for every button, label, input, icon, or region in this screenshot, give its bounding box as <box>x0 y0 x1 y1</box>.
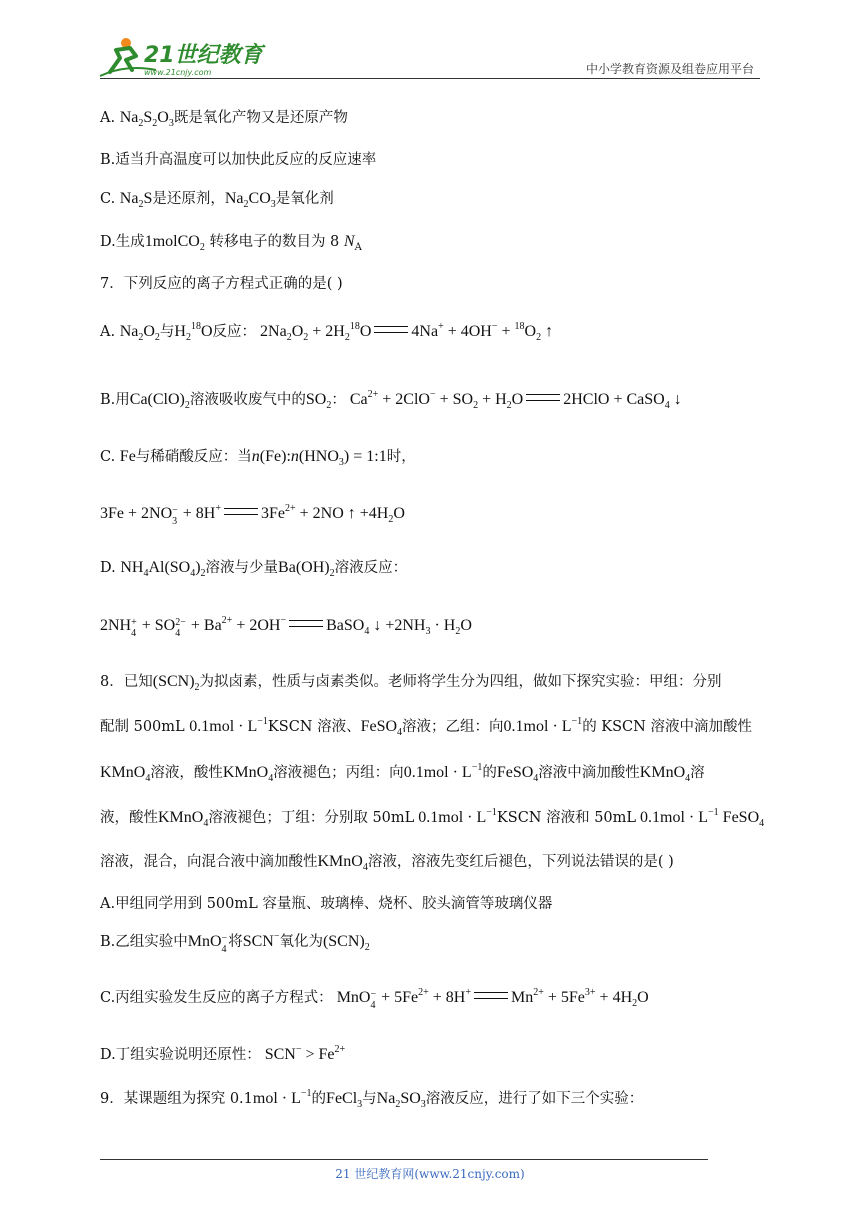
logo-url: www.21cnjy.com <box>144 68 212 77</box>
q8-stem-line-3: KMnO$_4$溶液，酸性KMnO$_4$溶液褪色；丙组：向$0.1mol \cdot L^{-1}$的FeSO$_4$溶液中滴加酸性KMnO$_4$溶 <box>100 762 705 784</box>
q6-option-d: D.生成1molCO$_2$ 转移电子的数目为 8 $N_A$ <box>100 233 362 253</box>
q7-option-d-equation: 2NH + 4 + SO 2− 4 + $Ba^{2+} + 2OH^-$ BaSO$_4$ ↓ $+2NH_3 \cdot H_2O$ <box>100 615 472 639</box>
q7-option-a: A. $Na_2O_2$与$H_2^{18}O$反应： $2Na_2O_2 + 2H_2^{18}O$ $4Na^+ + 4OH^- + ^{18}O_2$ ↑ <box>100 321 554 343</box>
q6-option-c: C. $Na_2S$是还原剂，$Na_2CO_3$是氧化剂 <box>100 190 334 210</box>
q8-option-a: A.甲组同学用到 500mL 容量瓶、玻璃棒、烧杯、胶头滴管等玻璃仪器 <box>100 896 553 912</box>
q8-option-c: C.丙组实验发生反应的离子方程式： MnO − 4 + $5Fe^{2+} + 8H^+$ $Mn^{2+} + 5Fe^{3+} + 4H_2O$ <box>100 987 649 1011</box>
header-divider <box>100 78 760 79</box>
q7-option-c-equation: 3Fe + 2NO − 3 + 8H+ $3Fe^{2+} + 2NO$ ↑ $+4H_2O$ <box>100 503 405 527</box>
q6-option-a: A. $Na_2S_2O_3$既是氧化产物又是还原产物 <box>100 109 348 129</box>
logo-text: 21世纪教育 <box>144 43 263 68</box>
q8-stem-line-2: 配制 500mL $0.1mol \cdot L^{-1}KSCN$ 溶液、FeSO$_4$溶液；乙组：向$0.1mol \cdot L^{-1}$的 KSCN 溶液中滴加酸性 <box>100 716 752 738</box>
q8-stem-line-1: 8．已知$(SCN)_2$为拟卤素，性质与卤素类似。老师将学生分为四组，做如下探究实验：甲组：分别 <box>100 673 722 693</box>
footer-text: 21 世纪教育网(www.21cnjy.com) <box>335 1167 525 1181</box>
q9-stem: 9．某课题组为探究 $0.1mol \cdot L^{-1}$的FeCl$_3$与$Na_2SO_3$溶液反应，进行了如下三个实验： <box>100 1088 644 1110</box>
platform-name: 中小学教育资源及组卷应用平台 <box>585 62 754 76</box>
q7-option-d: D. $NH_4Al(SO_4)_2$溶液与少量$Ba(OH)_2$溶液反应： <box>100 559 408 579</box>
site-logo <box>96 34 266 80</box>
footer-divider <box>100 1159 708 1160</box>
q7-stem: 7．下列反应的离子方程式正确的是( ) <box>100 276 343 292</box>
q8-option-b: B.乙组实验中MnO − 4 将SCN−氧化为$(SCN)_2$ <box>100 931 370 955</box>
q7-option-b: B.用$Ca(ClO)_2$溶液吸收废气中的$SO_2$： $Ca^{2+} + 2ClO^- + SO_2 + H_2O$ 2HClO + CaSO$_4$ ↓ <box>100 389 682 411</box>
q8-stem-line-5: 溶液，混合，向混合液中滴加酸性KMnO$_4$溶液，溶液先变红后褪色，下列说法错误的是( ) <box>100 853 674 873</box>
q7-option-c: C. Fe与稀硝酸反应：当$n(Fe):n(HNO_3)$ = 1:1时， <box>100 448 416 468</box>
q8-stem-line-4: 液，酸性KMnO$_4$溶液褪色；丁组：分别取 50mL $0.1mol \cdot L^{-1}KSCN$ 溶液和 50mL $0.1mol \cdot L^{-1}$ FeSO$_4$ <box>100 807 765 829</box>
q8-option-d: D.丁组实验说明还原性： $SCN^- > Fe^{2+}$ <box>100 1044 346 1063</box>
q6-option-b: B.适当升高温度可以加快此反应的反应速率 <box>100 152 377 168</box>
